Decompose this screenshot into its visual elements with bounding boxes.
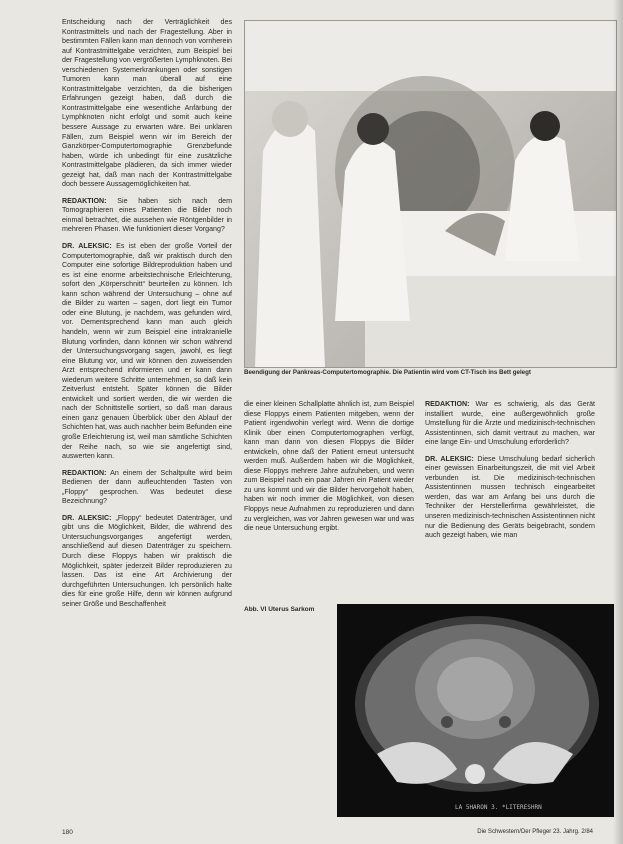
paragraph-text: War es schwierig, als das Gerät installiert wurde, eine außergewöhnlich große Umstellung für die Ärzte und medizinisch-technischen Assistentinnen, sich damit vertraut zu machen, war eine lange Ein- und Umschulung erforderlich? bbox=[425, 400, 595, 447]
speaker-label: DR. ALEKSIC: bbox=[425, 454, 474, 463]
paragraph bbox=[425, 400, 595, 448]
figure-label: Abb. VI Uterus Sarkom bbox=[244, 606, 315, 613]
paragraph bbox=[62, 18, 232, 190]
middle-text-column bbox=[244, 400, 414, 541]
paragraph bbox=[62, 469, 232, 507]
paragraph bbox=[425, 455, 595, 541]
paragraph-text: Es ist eben der große Vorteil der Computertomographie, daß wir praktisch durch den Computer eine sofortige Bildreproduktion haben und es ist eine enorme arbeitstechnische Erleichterung, sofort den „Körperschnitt“ beurteilen zu können. Ich kann schon während der Untersuchung – ohne auf die Bilder zu warten – sagen, dort liegt ein Tumor oder eine Blutung, je nachdem, was gefunden wird, vor. Dementsprechend kann man auch gleich handeln, wenn wir zum Beispiel eine intrakranielle Blutung vorfinden, dann können wir schon während der Untersuchungsvorgang sagen, jawohl, es liegt eine Blutung vor, und wir können den zuweisenden Arzt entsprechend informieren und er kann dann wiederum weitere Schritte unternehmen, so daß kein Zeitverlust entsteht. Später können die Bilder entwickelt und sortiert werden, die wir werden die nach der Schnittstelle sortiert, so daß man daraus einen ganz genauen Überblick über den Ablauf der Schichten hat, was auch nachher beim Befunden eine große Erleichterung ist, weil man sämtliche Schichten der Reihe nach, so wie sie angefertigt sind, auswerten kann. bbox=[62, 242, 232, 461]
running-footer: Die Schwestern/Der Pfleger 23. Jahrg. 2/84 bbox=[477, 829, 593, 835]
paragraph-text: Sie haben sich nach dem Tomographieren eines Patienten die Bilder noch einmal betrachtet, die aussehen wie Röntgenbilder in mehreren Phasen. Wie funktioniert dieser Vorgang? bbox=[62, 196, 232, 234]
left-text-column bbox=[62, 18, 232, 616]
page-number: 180 bbox=[62, 829, 73, 836]
speaker-label: DR. ALEKSIC: bbox=[62, 513, 112, 522]
speaker-label: REDAKTION: bbox=[62, 468, 107, 477]
page-edge-shadow bbox=[613, 0, 623, 844]
ct-scan-image bbox=[337, 604, 614, 817]
speaker-label: REDAKTION: bbox=[425, 400, 470, 408]
paragraph bbox=[244, 400, 414, 534]
ct-overlay-text: LA 5HARON 3. *LITERESHRN bbox=[455, 804, 542, 811]
ct-room-photo bbox=[244, 20, 617, 368]
speaker-label: DR. ALEKSIC: bbox=[62, 242, 112, 251]
paragraph-text: die einer kleinen Schallplatte ähnlich ist, zum Beispiel diese Floppys einem Patienten mitgeben, wenn der Patient irgendwohin verlegt wird. Wenn die dortige Klinik über einen Computertomographen verfügt, kann man dann von diesen Floppys die Bilder entwickeln, ohne daß der Patient erneut untersucht werden muß. Außerdem haben wir die Möglichkeit, diese Floppys mehrere Jahre aufzuheben, und wenn zum Beispiel nach ein paar Jahren ein Patient wieder zu uns kommt und wir die Bilder hervorgeholt haben, haben wir noch immer die Möglichkeit, von diesen Floppys neue Aufnahmen zu reproduzieren und dann zu vergleichen, was vor Jahren gewesen war und was die neue Untersuchung ergibt. bbox=[244, 400, 414, 533]
right-text-column bbox=[425, 400, 595, 548]
paragraph-text: Entscheidung nach der Verträglichkeit des Kontrastmittels und nach der Fragestellung. Aber in bestimmten Fällen kann man dennoch von vornherein auf Kontrastmittelgabe verzichten, zum Beispiel bei der Fragestellung von vergrößerten Lymphknoten. Bei verschiedenen Systemerkrankungen oder sonstigen Tumoren kann man überall auf eine Kontrastmittelgabe verzichten, da die bisherigen Erfahrungen gezeigt haben, daß durch die Kontrastmittelgabe eine wesentliche Anfärbung der Lymphknoten nicht erfolgt und somit auch keine bessere Aussage zu erwarten wäre. Bei unklaren Fällen, zum Beispiel wenn wir im Bereich der Ganzkörper-Computertomographie Grenzbefunde haben, würde ich unbedingt für eine zusätzliche Kontrastmittelgabe plädieren, da sich immer wieder gezeigt hat, daß man nach der Kontrastmittelgabe doch bessere Aussagemöglichkeiten hat. bbox=[62, 18, 232, 189]
paragraph bbox=[62, 242, 232, 462]
speaker-label: REDAKTION: bbox=[62, 196, 107, 205]
paragraph bbox=[62, 514, 232, 609]
paragraph-text: Diese Umschulung bedarf sicherlich einer gewissen Einarbeitungszeit, die mit viel Arbeit verbunden ist. Die medizinisch-technischen Assistentinnen mussen technisch eingearbeitet werden, das war am Anfang bei uns durch die Techniker der Herstellerfirma gewährleistet, die unseren medizinisch-technischen Assistentinnen nicht nur die Bedienung des Geräts beigebracht, sondern auch gezeigt haben, wie man bbox=[425, 454, 595, 540]
paragraph bbox=[62, 197, 232, 235]
photo-caption: Beendigung der Pankreas-Computertomographie. Die Patientin wird vom CT-Tisch ins Bett gelegt bbox=[244, 369, 531, 376]
paragraph-text: „Floppy“ bedeutet Datenträger, und gibt uns die Möglichkeit, Bilder, die während des Untersuchungsvorganges angefertigt werden, anschließend auf diesen Datenträger zu speichern. Durch diese Floppys haben wir praktisch die Möglichkeit, später jederzeit Bilder reproduzieren zu lassen. Das ist eine Art Archivierung der durchgeführten Untersuchungen. Ich persönlich halte dies für eine große Hilfe, denn wir können aufgrund seiner Größe und Beschaffenheit bbox=[62, 513, 232, 608]
paragraph-text: An einem der Schaltpulte wird beim Bedienen der dann aufleuchtenden Tasten von „Floppy“ gesprochen. Was bedeutet diese Bezeichnung? bbox=[62, 468, 232, 506]
